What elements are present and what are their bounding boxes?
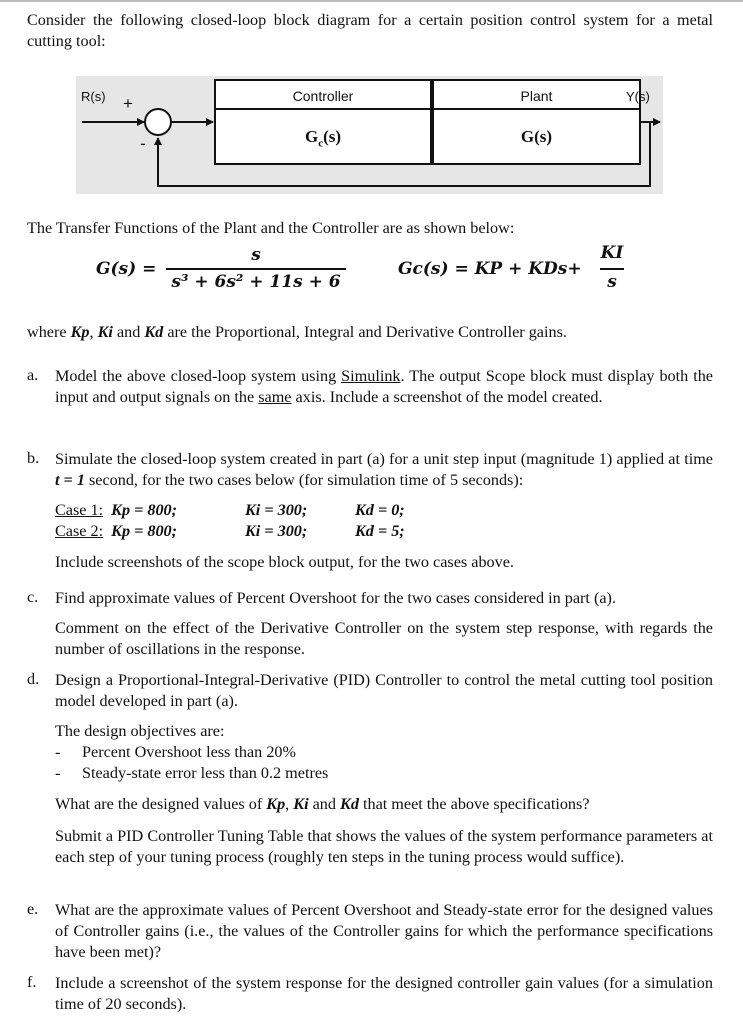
item-c-p2: Comment on the effect of the Derivative Controller on the system step response, with regards the number of oscillations in the response. [55, 619, 713, 658]
controller-eq-lhs: Gc(s) = KP + KDs+ [398, 259, 582, 279]
plant-eq-num: s [251, 245, 261, 265]
item-c-p1: Find approximate values of Percent Overshoot for the two cases considered in part (a). [55, 589, 616, 607]
case-1-kd: Kd = 0; [355, 501, 405, 519]
item-d-p1: Design a Proportional-Integral-Derivative (PID) Controller to control the metal cutting tool position model developed in part (a). [55, 671, 713, 710]
item-e-letter: e. [27, 900, 39, 918]
item-d-letter: d. [27, 670, 40, 688]
case-2-kd: Kd = 5; [355, 522, 405, 540]
item-f-letter: f. [27, 973, 37, 991]
item-b-include: Include screenshots of the scope block output, for the two cases above. [55, 553, 514, 571]
item-f-p1: Include a screenshot of the system response for the designed controller gain values (for a simulation time of 20 seconds). [55, 974, 713, 1013]
output-label: Y(s) [626, 89, 650, 104]
top-border [0, 0, 743, 2]
controller-eq-fraction-bar [600, 268, 624, 270]
plant-eq-fraction-bar [166, 268, 346, 270]
controller-eq-num: KI [600, 243, 624, 263]
plus-sign: + [123, 94, 133, 113]
plant-eq-lhs: G(s) = [96, 259, 157, 279]
item-d-question: What are the designed values of Kp, Ki and Kd that meet the above specifications? [55, 795, 590, 813]
design-objectives-heading: The design objectives are: [55, 722, 225, 740]
item-c-letter: c. [27, 588, 39, 606]
item-e-p1: What are the approximate values of Percent Overshoot and Steady-state error for the designed values of Controller gains (i.e., the values of the Controller gains for which the performance specifications have been met)? [55, 901, 713, 961]
block-diagram [76, 76, 663, 194]
item-b-letter: b. [27, 449, 40, 467]
tf-intro: The Transfer Functions of the Plant and the Controller are as shown below: [27, 219, 515, 237]
case-2-row: Case 2: Kp = 800; [55, 522, 178, 540]
case-1-row: Case 1: Kp = 800; [55, 501, 178, 519]
item-b-text: Simulate the closed-loop system created in part (a) for a unit step input (magnitude 1) applied at time t = 1 second, for the two cases below (for simulation time of 5 seconds): [55, 450, 713, 489]
summing-junction [145, 109, 171, 135]
plant-eq-den: s³ + 6s² + 11s + 6 [171, 272, 341, 292]
minus-sign: - [140, 134, 146, 153]
item-a-letter: a. [27, 366, 39, 384]
case-1-ki: Ki = 300; [245, 501, 308, 519]
controller-title: Controller [292, 88, 354, 104]
item-a-text: Model the above closed-loop system using Simulink. The output Scope block must display both the input and output signals on the same axis. Include a screenshot of the model created. [55, 367, 713, 406]
gains-sentence: where Kp, Ki and Kd are the Proportional, Integral and Derivative Controller gains. [27, 323, 567, 341]
case-2-ki: Ki = 300; [245, 522, 308, 540]
input-label: R(s) [81, 89, 106, 104]
plant-title: Plant [520, 88, 553, 104]
item-d-p3: Submit a PID Controller Tuning Table that shows the values of the system performance parameters at each step of your tuning process (roughly ten steps in the tuning process would suffice). [55, 827, 713, 866]
plant-tf-label: G(s) [520, 127, 553, 146]
controller-eq-den: s [607, 272, 617, 292]
intro-paragraph: Consider the following closed-loop block diagram for a certain position control system for a metal cutting tool: [27, 11, 713, 50]
controller-tf-label: $G_c(s)$ [304, 127, 342, 150]
